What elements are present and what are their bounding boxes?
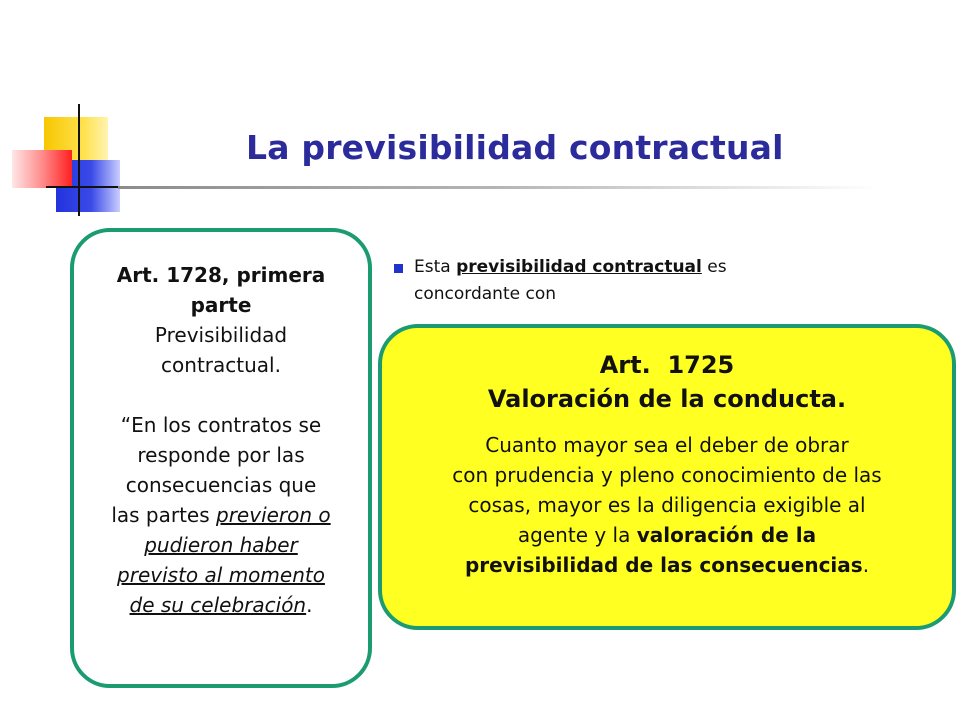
- quote-line5: [84, 530, 358, 560]
- yellow-box-body-line1: Cuanto mayor sea el deber de obrar: [485, 433, 849, 457]
- quote-line6-emphasis: previsto al momento: [117, 563, 325, 587]
- yellow-box-body-line4-bold: valoración de la: [636, 523, 817, 547]
- yellow-box-body-line5: [382, 550, 952, 580]
- yellow-box-body-line4: [382, 520, 952, 550]
- quote-line2: responde por las: [137, 443, 305, 467]
- slide-logo-decoration: [0, 0, 140, 230]
- red-square-decoration: [12, 150, 72, 188]
- left-box-heading-line2: parte: [190, 293, 252, 317]
- quote-line4-plain: las partes: [111, 503, 217, 527]
- yellow-box-body-line4-plain: agente y la: [517, 523, 637, 547]
- vertical-line-decoration: [78, 104, 80, 216]
- bullet-square-icon: [394, 264, 403, 273]
- bullet-concordance: [414, 254, 854, 308]
- quote-line5-emphasis: pudieron haber: [144, 533, 298, 557]
- quote-line4-emphasis: previeron o: [216, 503, 331, 527]
- quote-line7-emphasis: de su celebración: [129, 593, 307, 617]
- quote-line7: [84, 590, 358, 620]
- left-box-subtitle-line2: contractual.: [161, 353, 281, 377]
- article-1725-box: [378, 324, 956, 630]
- bullet-prefix: Esta: [414, 257, 457, 277]
- bullet-emphasis: previsibilidad contractual: [456, 257, 702, 277]
- yellow-box-body-line3: cosas, mayor es la diligencia exigible al: [468, 493, 866, 517]
- left-box-heading-line1: Art. 1728, primera: [116, 263, 326, 287]
- slide-title: La previsibilidad contractual: [246, 128, 784, 167]
- yellow-box-heading-line1: Art. 1725: [599, 351, 735, 379]
- quote-line6: [84, 560, 358, 590]
- bullet-line2: concordante con: [414, 284, 556, 304]
- article-1728-box: [70, 228, 372, 688]
- yellow-box-heading-line2: Valoración de la conducta.: [487, 385, 847, 413]
- yellow-box-body-line5-bold: previsibilidad de las consecuencias: [464, 553, 863, 577]
- quote-line4: [84, 500, 358, 530]
- yellow-box-body-end: .: [862, 553, 870, 577]
- quote-line3: consecuencias que: [125, 473, 317, 497]
- bullet-suffix: es: [701, 257, 727, 277]
- quote-line1: “En los contratos se: [120, 413, 322, 437]
- quote-end: .: [306, 593, 313, 617]
- left-box-subtitle-line1: Previsibilidad: [154, 323, 288, 347]
- title-underline-rule: [118, 186, 878, 189]
- horizontal-line-decoration: [46, 186, 122, 188]
- yellow-box-body-line2: con prudencia y pleno conocimiento de las: [452, 463, 882, 487]
